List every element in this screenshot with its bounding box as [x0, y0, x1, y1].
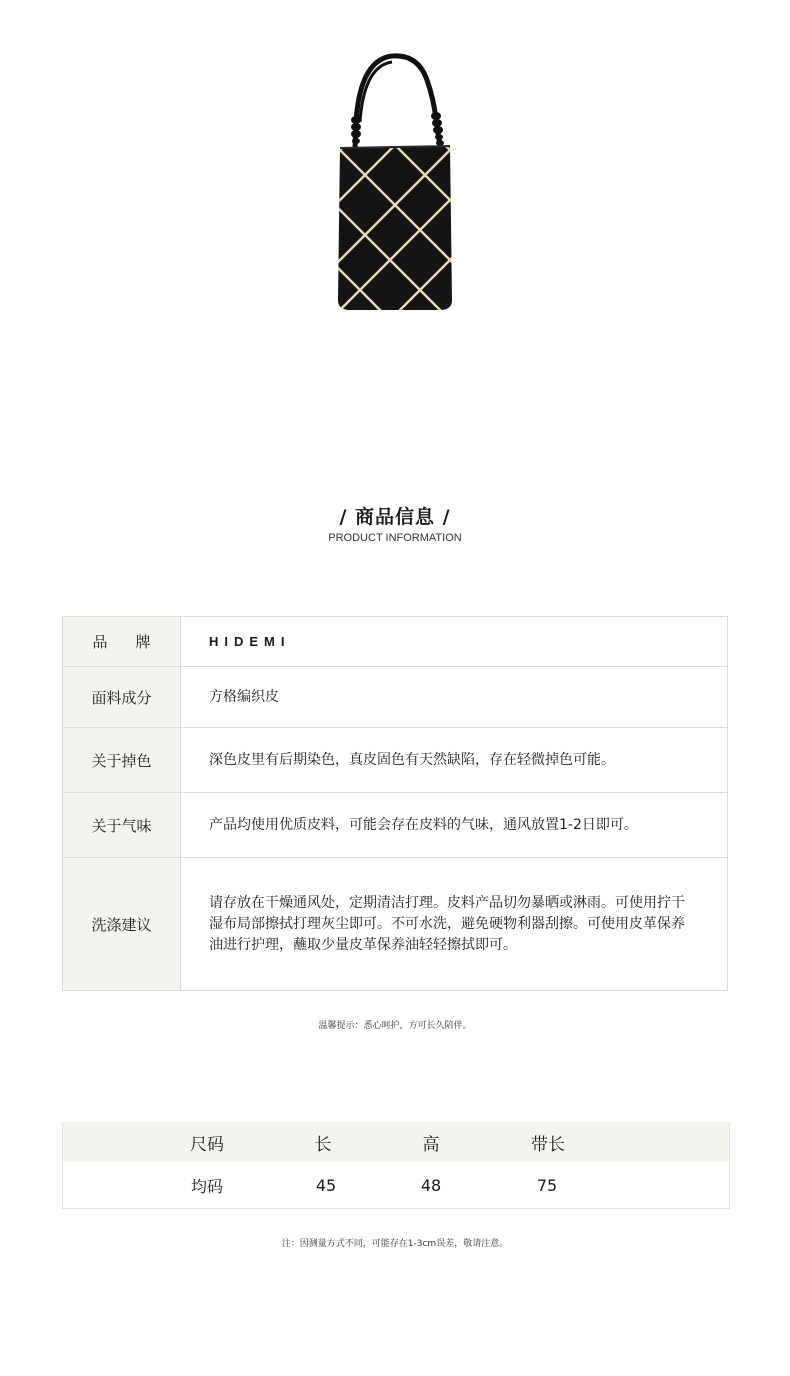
info-label: 关于掉色 [63, 728, 181, 793]
size-table-row [63, 1162, 729, 1208]
size-cell: 75 [536, 1175, 558, 1195]
bucket-bag-illustration [0, 0, 790, 340]
info-row-fading [63, 728, 728, 793]
info-label: 品牌 [63, 617, 181, 667]
info-row-brand [63, 617, 728, 667]
product-image [0, 0, 790, 340]
size-header-cell: 带长 [531, 1134, 565, 1155]
info-row-care [63, 858, 728, 991]
size-table [62, 1122, 730, 1209]
section-subtitle: PRODUCT INFORMATION [328, 532, 462, 544]
measurement-note: 注：因测量方式不同，可能存在1-3cm误差，敬请注意。 [281, 1239, 509, 1249]
info-label: 面料成分 [63, 667, 181, 728]
info-value: 请存放在干燥通风处，定期清洁打理。皮料产品切勿暴晒或淋雨。可使用拧干湿布局部擦拭打理灰尘即可。不可水洗，避免硬物利器刮擦。可使用皮革保养油进行护理，蘸取少量皮革保养油轻轻擦拭即可。 [181, 858, 728, 991]
info-value: 产品均使用优质皮料，可能会存在皮料的气味，通风放置1-2日即可。 [181, 793, 728, 858]
product-info-table [62, 616, 728, 991]
care-tip: 温馨提示：悉心呵护，方可长久陪伴。 [318, 1021, 472, 1031]
size-header-cell: 高 [422, 1134, 440, 1155]
size-cell: 45 [315, 1175, 337, 1195]
info-value: 方格编织皮 [181, 667, 728, 728]
size-cell: 均码 [190, 1176, 223, 1196]
size-table-header [63, 1122, 729, 1162]
info-value: 深色皮里有后期染色，真皮固色有天然缺陷，存在轻微掉色可能。 [181, 728, 728, 793]
info-row-material [63, 667, 728, 728]
info-label: 关于气味 [63, 793, 181, 858]
brand-value: HIDEMI [181, 617, 728, 667]
size-cell: 48 [420, 1175, 442, 1195]
section-title: / 商品信息 / [339, 506, 451, 528]
info-row-odor [63, 793, 728, 858]
info-label: 洗涤建议 [63, 858, 181, 991]
size-header-cell: 尺码 [190, 1134, 224, 1155]
size-header-cell: 长 [314, 1134, 332, 1155]
